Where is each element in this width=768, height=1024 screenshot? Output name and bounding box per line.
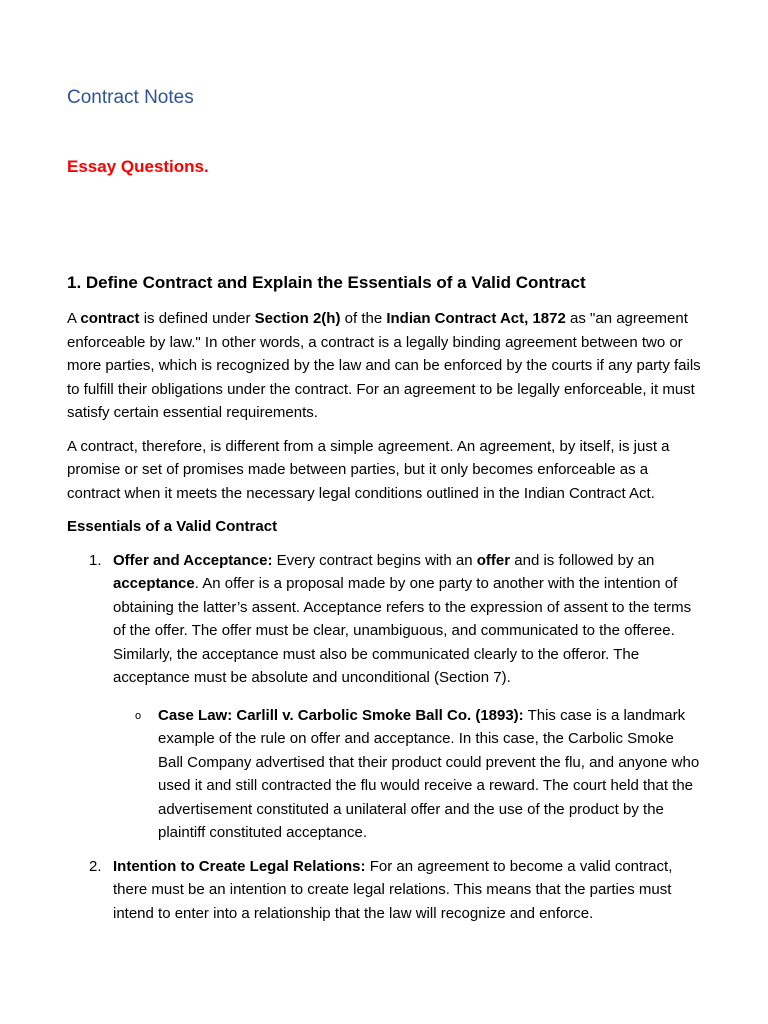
essentials-list [67,549,703,926]
document-subtitle: Essay Questions. [67,157,209,176]
list-item-number: 1. [89,551,102,569]
text-run: and is followed by an [510,551,655,569]
section-heading: 1. Define Contract and Explain the Essentials of a Valid Contract [67,273,586,292]
text-run: For an agreement to become a valid contract, there must be an intention to create legal relations. This means that the parties must intend to enter into a relationship that the law will recognize and enforce. [113,857,673,922]
list-item-label: Intention to Create Legal Relations: [113,857,366,875]
case-item [113,704,703,845]
term-acceptance: acceptance [113,575,195,592]
text-run: A [67,310,81,327]
term-offer: offer [476,551,511,569]
document-title: Contract Notes [67,87,194,108]
section-1 [67,271,703,935]
case-text: This case is a landmark example of the rule on offer and acceptance. In this case, the Carbolic Smoke Ball Company advertised that their product could prevent the flu, and anyone who used it and still contracted the flu would receive a reward. The court held that the advertisement constituted a unilateral offer and the use of the product by the plaintiff constituted acceptance. [158,706,700,841]
list-item-label: Offer and Acceptance: [113,551,273,569]
case-list [113,704,703,845]
term-act: Indian Contract Act, 1872 [386,310,566,327]
text-run: Every contract begins with an [272,551,477,569]
term-section: Section 2(h) [254,310,341,327]
essentials-heading: Essentials of a Valid Contract [67,518,278,535]
list-item [67,855,703,926]
definition-paragraph [67,307,703,425]
text-run: of the [340,310,387,327]
text-run: . An offer is a proposal made by one party to another with the intention of obtaining the latter’s assent. Acceptance refers to the expression of assent to the terms of the offer. The offer must be clear, unambiguous, and communicated to the offeree. Similarly, the acceptance must also be communicated clearly to the offeror. The acceptance must be absolute and unconditional (Section 7). [113,575,692,686]
list-item [67,549,703,845]
circle-bullet-icon: o [135,709,142,722]
text-run: as "an agreement enforceable by law." In other words, a contract is a legally binding agreement between two or more parties, which is recognized by the law and can be enforced by the courts if any party fails to fulfill their obligations under the contract. For an agreement to be legally enforceable, it must satisfy certain essential requirements. [67,310,701,421]
term-contract: contract [80,310,140,327]
agreement-paragraph: A contract, therefore, is different from a simple agreement. An agreement, by itself, is just a promise or set of promises made between parties, but it only becomes enforceable as a contract when it meets the necessary legal conditions outlined in the Indian Contract Act. [67,437,670,502]
list-item-number: 2. [89,857,102,875]
text-run: is defined under [139,310,255,327]
case-label: Case Law: Carlill v. Carbolic Smoke Ball Co. (1893): [158,706,524,724]
